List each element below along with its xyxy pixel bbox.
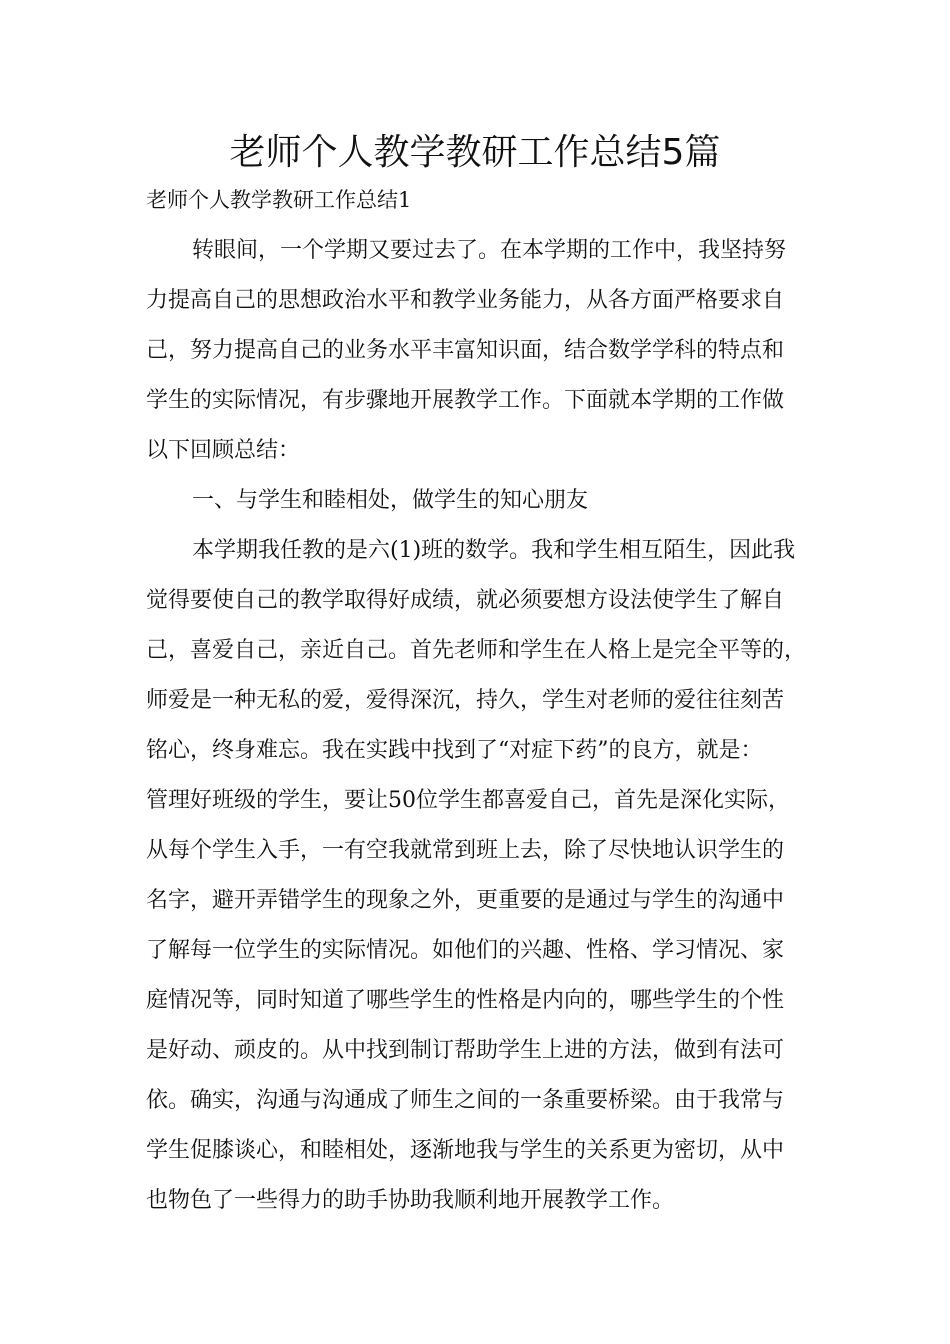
- paragraph-line: 是好动、顽皮的。从中找到制订帮助学生上进的方法，做到有法可: [146, 1038, 785, 1063]
- paragraph-line: 觉得要使自己的教学取得好成绩，就必须要想方设法使学生了解自: [146, 588, 785, 613]
- paragraph-line: 以下回顾总结：: [146, 438, 301, 463]
- paragraph-line: 从每个学生入手，一有空我就常到班上去，除了尽快地认识学生的: [146, 838, 785, 863]
- paragraph-line: 名字，避开弄错学生的现象之外，更重要的是通过与学生的沟通中: [146, 888, 785, 913]
- paragraph-line: 学生的实际情况，有步骤地开展教学工作。下面就本学期的工作做: [146, 388, 785, 413]
- paragraph-line: 力提高自己的思想政治水平和教学业务能力，从各方面严格要求自: [146, 288, 785, 313]
- paragraph-line: 师爱是一种无私的爱，爱得深沉，持久，学生对老师的爱往往刻苦: [146, 688, 785, 713]
- paragraph-line: 学生促膝谈心，和睦相处，逐渐地我与学生的关系更为密切，从中: [146, 1138, 785, 1163]
- section-heading: 一、与学生和睦相处，做学生的知心朋友: [192, 488, 589, 513]
- document-title: 老师个人教学教研工作总结5篇: [229, 132, 721, 173]
- paragraph-line: 依。确实，沟通与沟通成了师生之间的一条重要桥梁。由于我常与: [146, 1088, 785, 1113]
- paragraph-line: 本学期我任教的是六(1)班的数学。我和学生相互陌生，因此我: [192, 538, 796, 563]
- paragraph-line: 了解每一位学生的实际情况。如他们的兴趣、性格、学习情况、家: [146, 938, 785, 963]
- paragraph-line: 转眼间，一个学期又要过去了。在本学期的工作中，我坚持努: [192, 238, 787, 263]
- section-subtitle: 老师个人教学教研工作总结1: [146, 188, 412, 212]
- paragraph-line: 铭心，终身难忘。我在实践中找到了“对症下药”的良方，就是：: [146, 738, 763, 763]
- paragraph-line: 己，喜爱自己，亲近自己。首先老师和学生在人格上是完全平等的，: [146, 638, 807, 663]
- paragraph-line: 己，努力提高自己的业务水平丰富知识面，结合数学学科的特点和: [146, 338, 785, 363]
- paragraph-line: 管理好班级的学生，要让50位学生都喜爱自己，首先是深化实际，: [146, 788, 790, 813]
- paragraph-line: 庭情况等，同时知道了哪些学生的性格是内向的，哪些学生的个性: [146, 988, 785, 1013]
- paragraph-line: 也物色了一些得力的助手协助我顺利地开展教学工作。: [146, 1188, 675, 1213]
